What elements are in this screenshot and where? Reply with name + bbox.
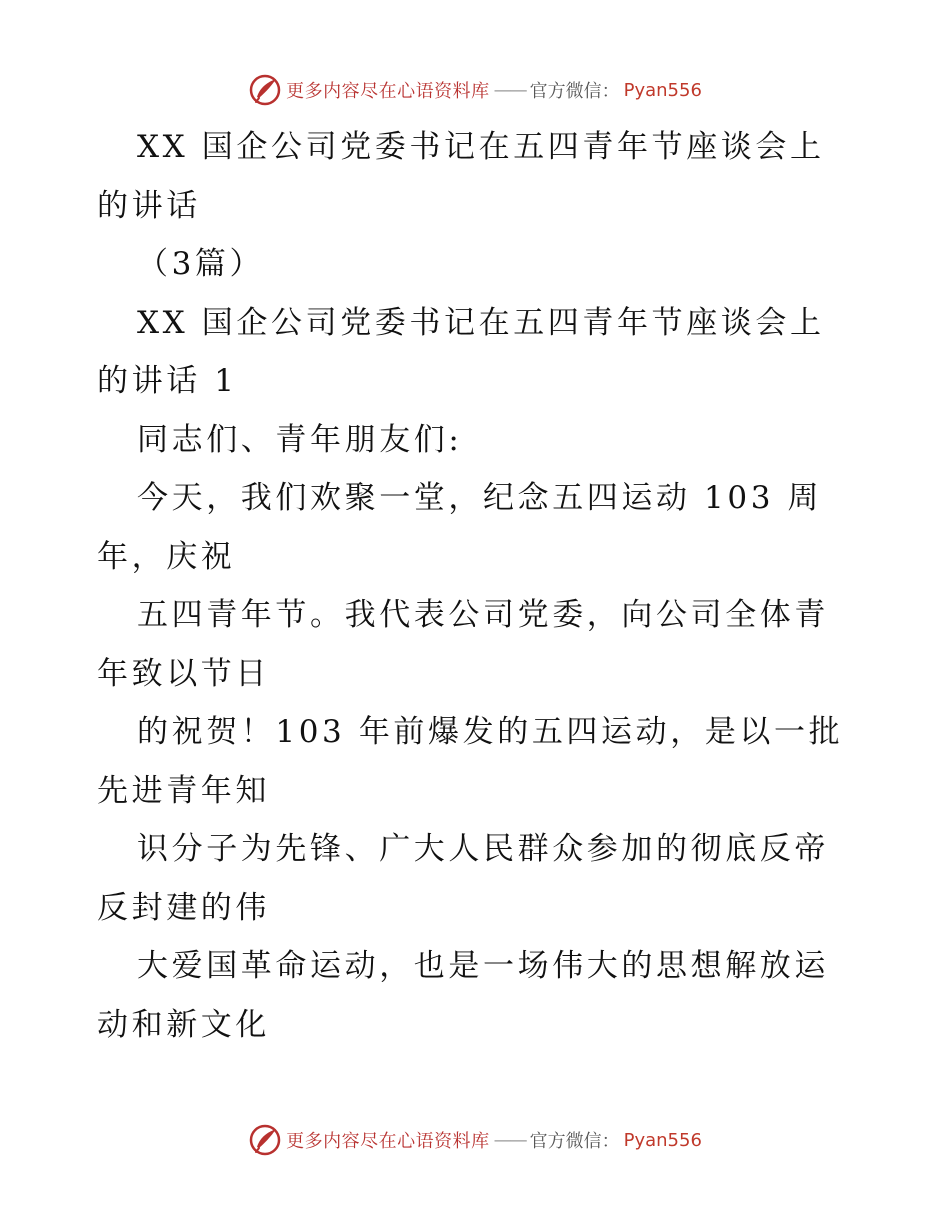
watermark-site-text: 更多内容尽在心语资料库 [286, 1131, 490, 1152]
body-paragraph: 的祝贺！103 年前爆发的五四运动，是以一批先进青年知 [97, 714, 844, 809]
body-paragraph: 年，庆祝 [97, 538, 236, 575]
salutation: 同志们、青年朋友们: [137, 421, 463, 458]
watermark-contact-label: 官方微信： [529, 81, 620, 102]
watermark-handle: Pyan556 [623, 1129, 702, 1151]
header-watermark [0, 70, 950, 110]
quill-logo-icon [248, 1123, 282, 1157]
watermark-dash: —— [493, 79, 526, 101]
document-title: XX 国企公司党委书记在五四青年节座谈会上的讲话 [97, 129, 825, 224]
body-paragraph: 大爱国革命运动，也是一场伟大的思想解放运动和新文化 [97, 948, 829, 1043]
body-paragraph: 今天，我们欢聚一堂，纪念五四运动 103 周 [137, 480, 823, 516]
body-paragraph: 识分子为先锋、广大人民群众参加的彻底反帝反封建的伟 [97, 831, 829, 926]
watermark-dash: —— [493, 1129, 526, 1151]
watermark-site-text: 更多内容尽在心语资料库 [286, 81, 490, 102]
section-heading: XX 国企公司党委书记在五四青年节座谈会上的讲话 1 [97, 304, 825, 399]
body-paragraph: 五四青年节。我代表公司党委，向公司全体青年致以节日 [97, 597, 829, 692]
footer-watermark [0, 1120, 950, 1160]
watermark-contact-label: 官方微信： [529, 1131, 620, 1152]
quill-logo-icon [248, 73, 282, 107]
document-subtitle: （3篇） [137, 246, 265, 282]
document-body [97, 118, 857, 1054]
watermark-handle: Pyan556 [623, 79, 702, 101]
